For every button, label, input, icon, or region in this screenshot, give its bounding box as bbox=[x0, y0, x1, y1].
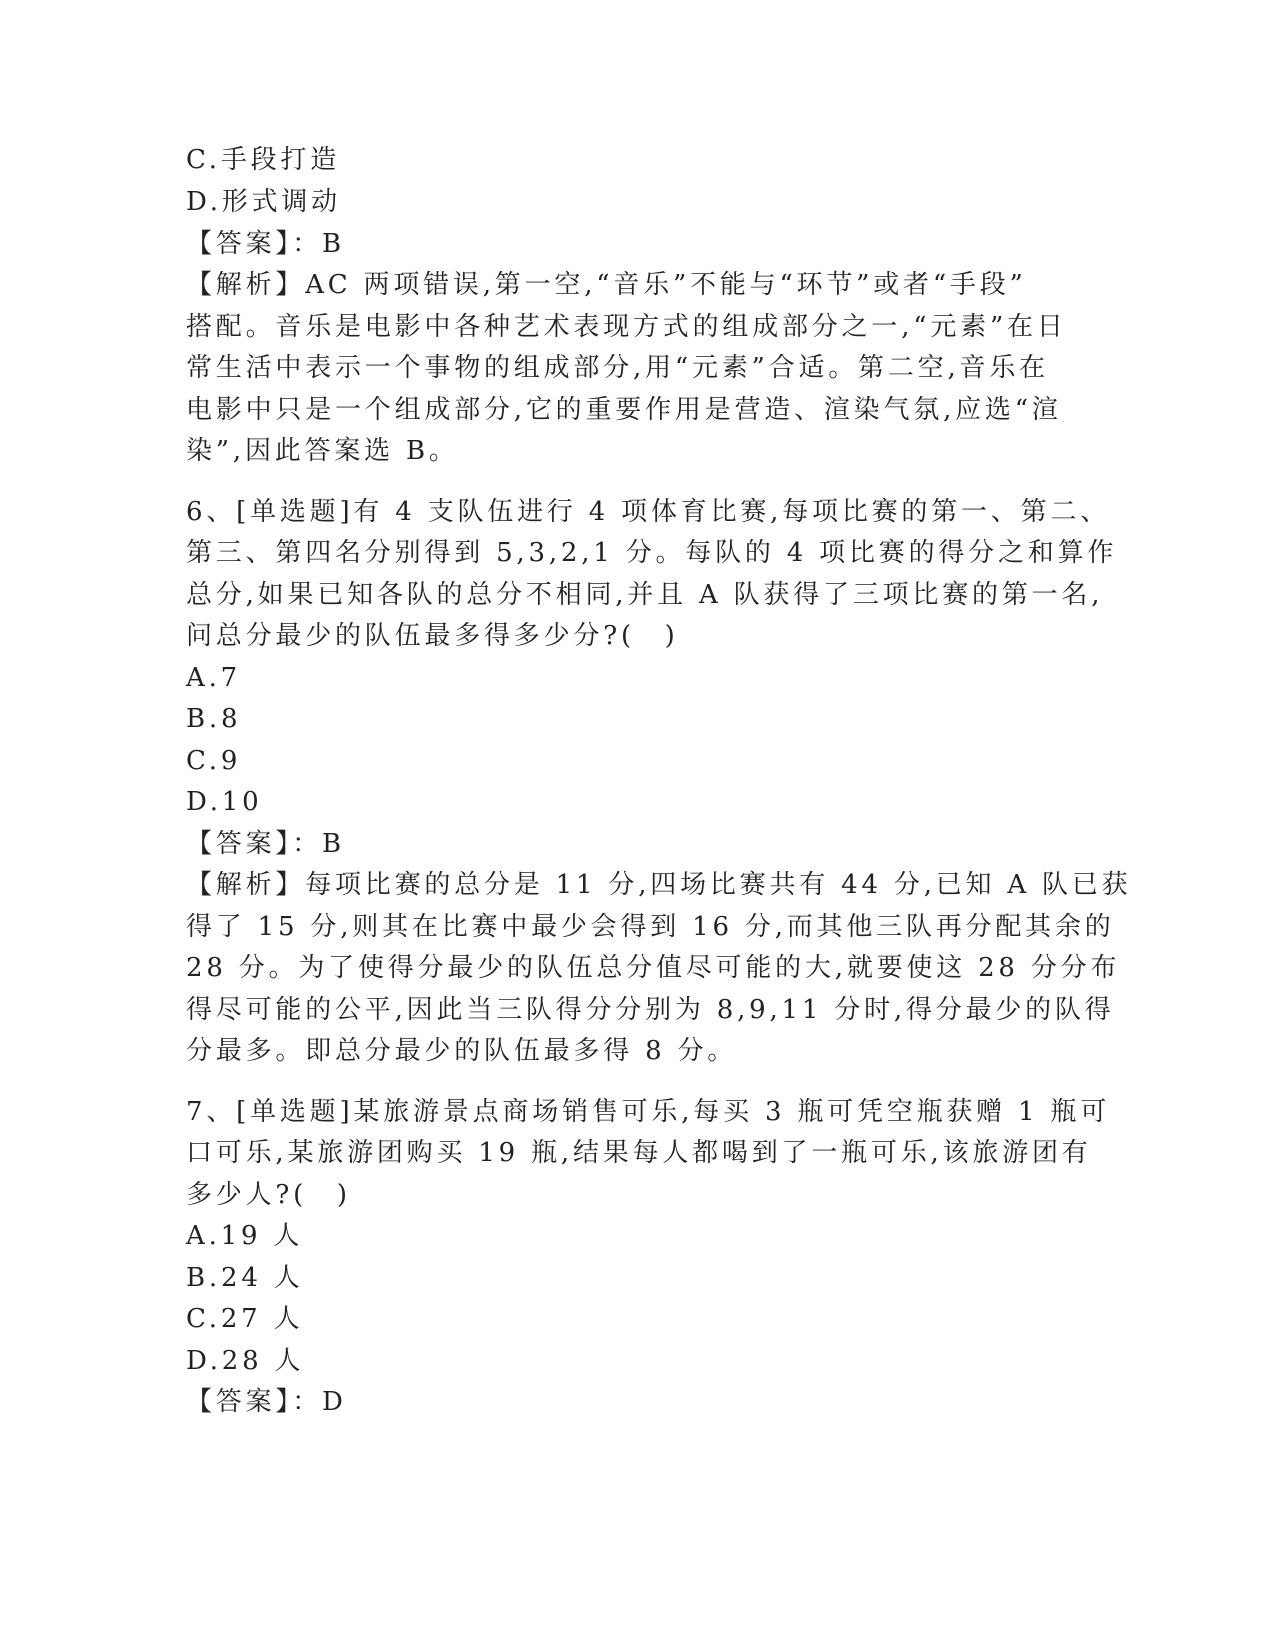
q6-question-line: 总分,如果已知各队的总分不相同,并且 A 队获得了三项比赛的第一名, bbox=[186, 580, 1104, 610]
q6-question-line: 6、[单选题]有 4 支队伍进行 4 项体育比赛,每项比赛的第一、第二、 bbox=[186, 497, 1111, 527]
q6-analysis-line: 【解析】每项比赛的总分是 11 分,四场比赛共有 44 分,已知 A 队已获 bbox=[186, 870, 1132, 900]
q7-answer: 【答案】：D bbox=[186, 1387, 347, 1417]
q5-analysis-line: 染”,因此答案选 B。 bbox=[186, 436, 459, 466]
q7-option-c: C.27 人 bbox=[186, 1304, 304, 1334]
q6-analysis-line: 得尽可能的公平,因此当三队得分分别为 8,9,11 分时,得分最少的队得 bbox=[186, 995, 1115, 1025]
q6-analysis-line: 分最多。即总分最少的队伍最多得 8 分。 bbox=[186, 1036, 738, 1066]
q5-option-d: D.形式调动 bbox=[186, 187, 341, 217]
q6-question-line: 问总分最少的队伍最多得多少分?( ) bbox=[186, 621, 679, 651]
q6-analysis-line: 得了 15 分,则其在比赛中最少会得到 16 分,而其他三队再分配其余的 bbox=[186, 912, 1115, 942]
q7-option-a: A.19 人 bbox=[186, 1221, 304, 1251]
q7-option-d: D.28 人 bbox=[186, 1346, 305, 1376]
q6-option-a: A.7 bbox=[186, 663, 241, 693]
q6-option-c: C.9 bbox=[186, 746, 242, 776]
q5-analysis-line: 【解析】AC 两项错误,第一空,“音乐”不能与“环节”或者“手段” bbox=[186, 270, 1027, 300]
q7-question-line: 多少人?( ) bbox=[186, 1180, 351, 1210]
q6-option-b: B.8 bbox=[186, 704, 242, 734]
q6-question-line: 第三、第四名分别得到 5,3,2,1 分。每队的 4 项比赛的得分之和算作 bbox=[186, 538, 1118, 568]
q7-question-line: 口可乐,某旅游团购买 19 瓶,结果每人都喝到了一瓶可乐,该旅游团有 bbox=[186, 1138, 1092, 1168]
q5-analysis-line: 电影中只是一个组成部分,它的重要作用是营造、渲染气氛,应选“渲 bbox=[186, 395, 1062, 425]
q7-question-line: 7、[单选题]某旅游景点商场销售可乐,每买 3 瓶可凭空瓶获赠 1 瓶可 bbox=[186, 1097, 1111, 1127]
q6-analysis-line: 28 分。为了使得分最少的队伍总分值尽可能的大,就要使这 28 分分布 bbox=[186, 953, 1121, 983]
q5-analysis-line: 搭配。音乐是电影中各种艺术表现方式的组成部分之一,“元素”在日 bbox=[186, 312, 1067, 342]
q7-option-b: B.24 人 bbox=[186, 1263, 304, 1293]
q6-option-d: D.10 bbox=[186, 787, 263, 817]
q5-analysis-line: 常生活中表示一个事物的组成部分,用“元素”合适。第二空,音乐在 bbox=[186, 353, 1049, 383]
q5-answer: 【答案】：B bbox=[186, 229, 345, 259]
q5-option-c: C.手段打造 bbox=[186, 145, 341, 175]
q6-answer: 【答案】：B bbox=[186, 829, 345, 859]
